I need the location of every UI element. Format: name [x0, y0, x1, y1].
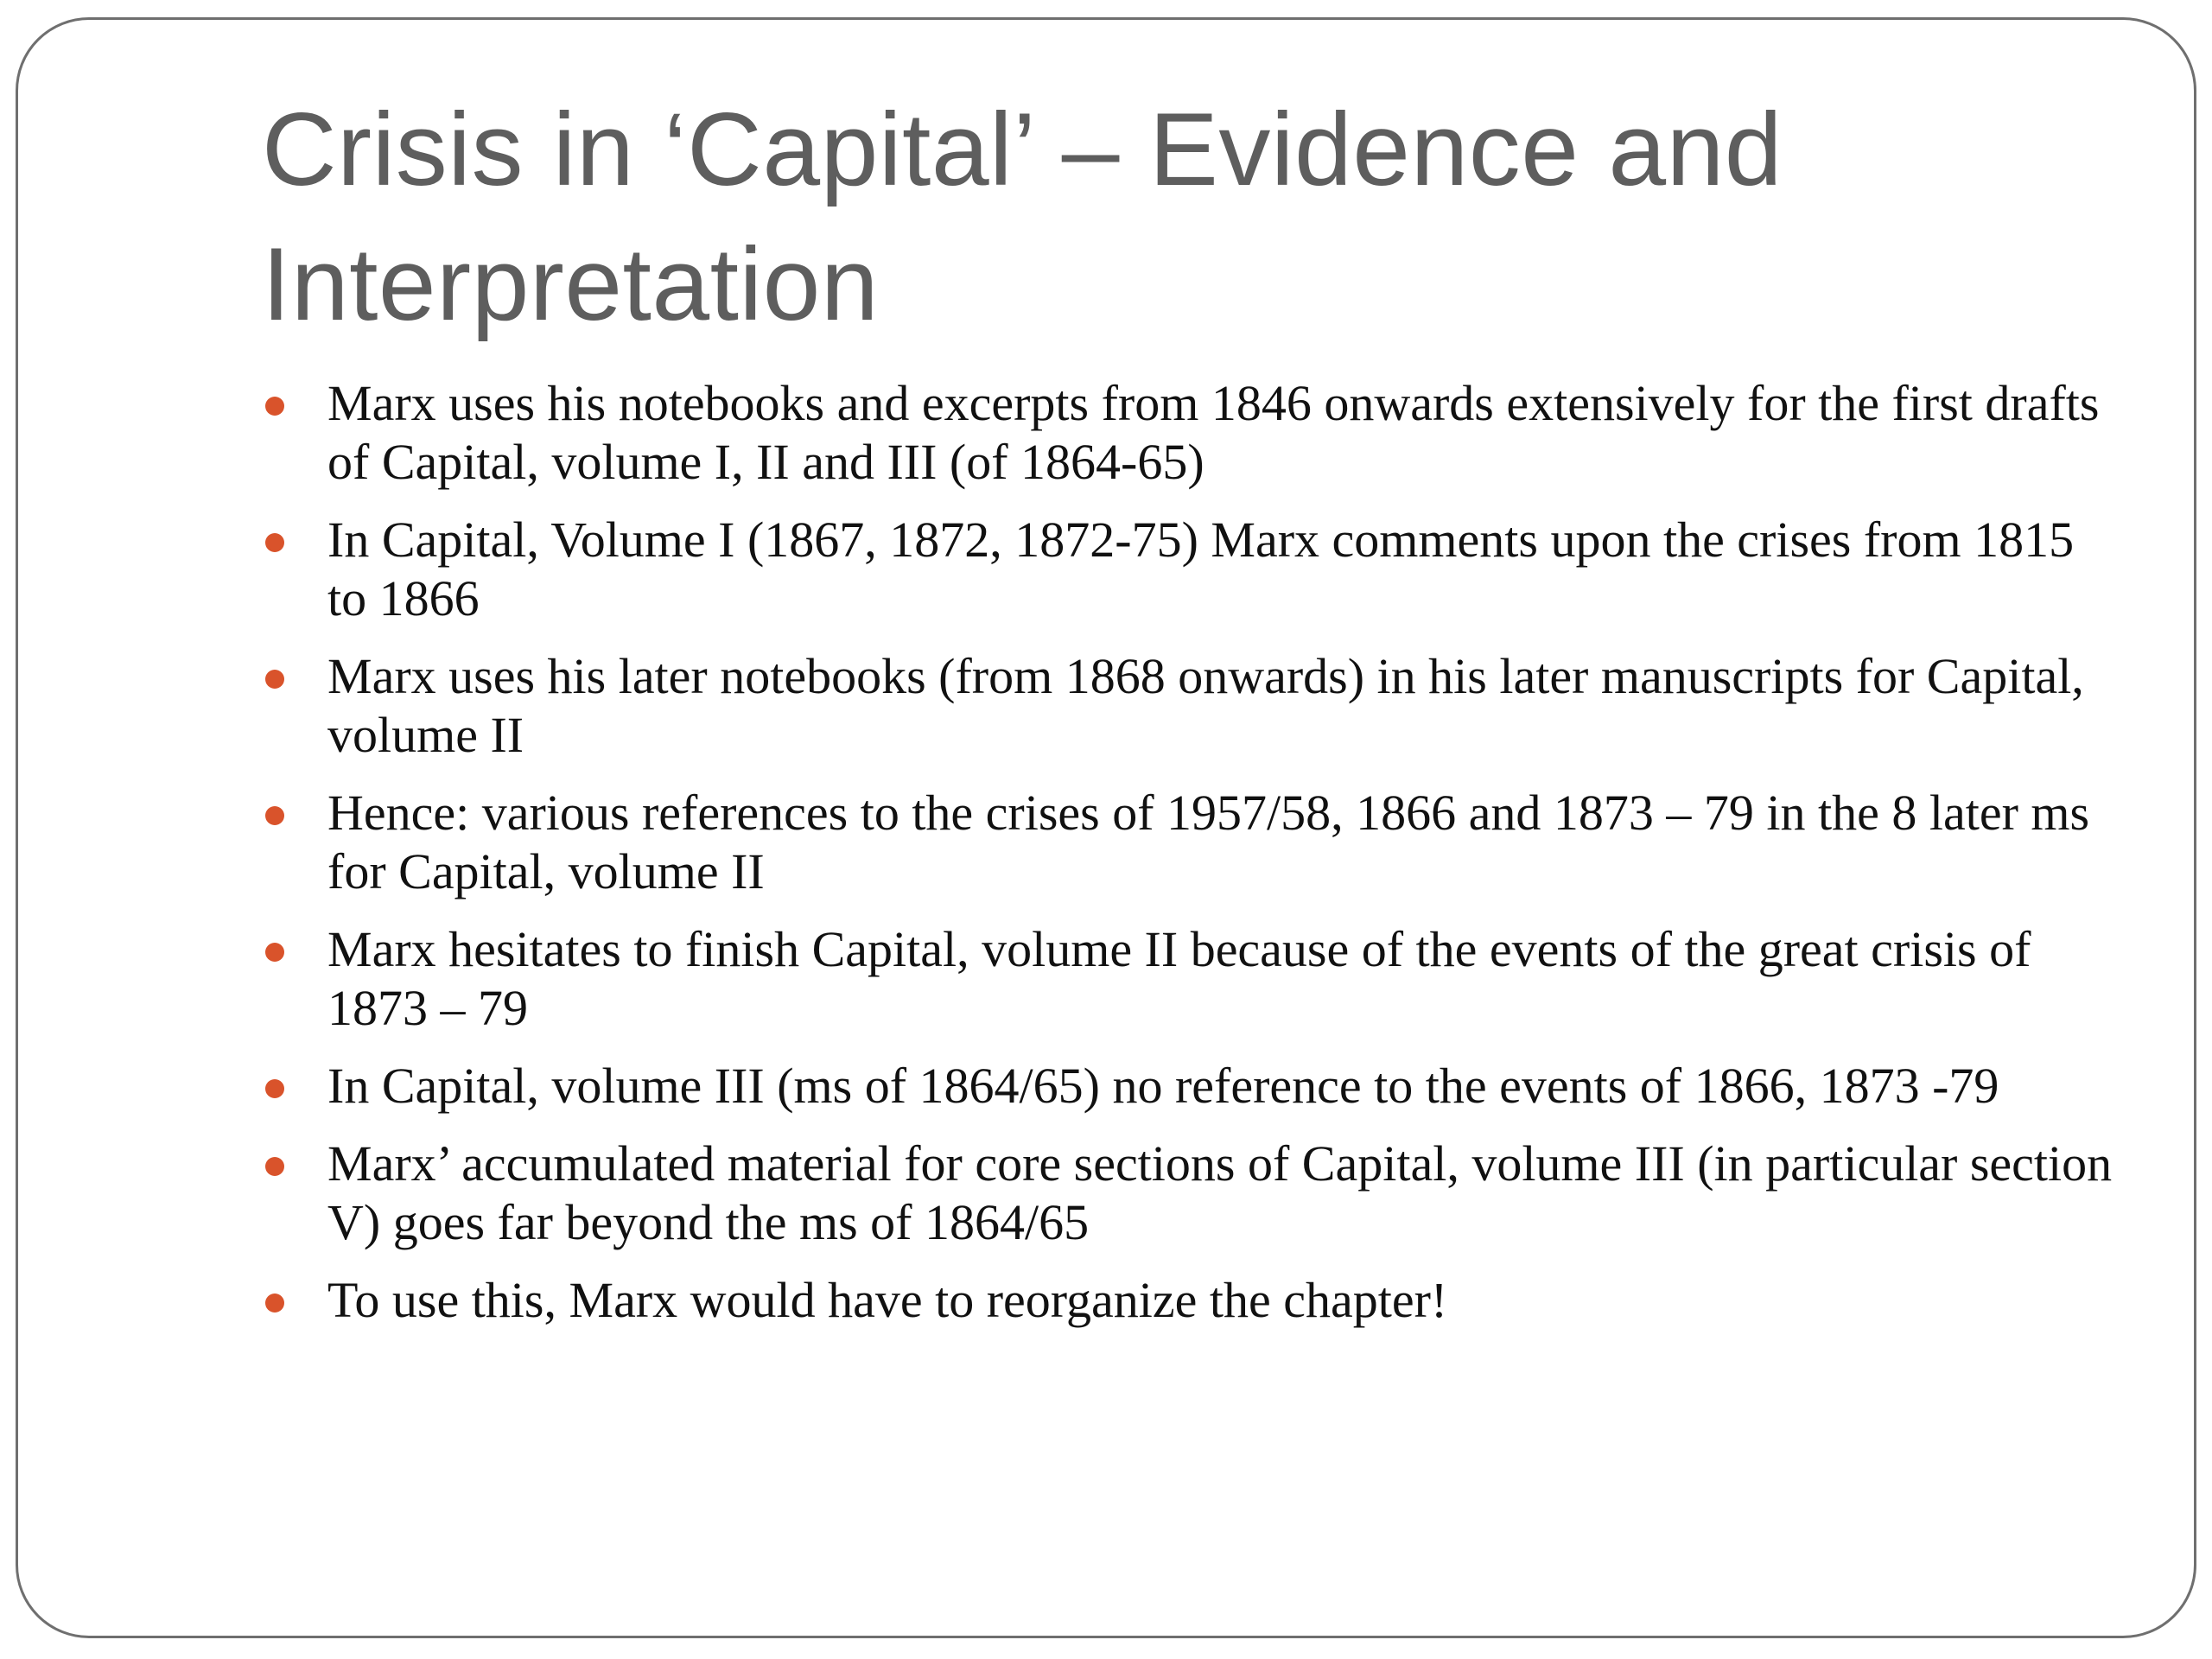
bullet-text: Marx hesitates to finish Capital, volume II because of the events of the great crisis of 1873 – 79	[327, 921, 2031, 1036]
bullet-dot-icon	[265, 1294, 284, 1313]
slide-frame	[16, 17, 2196, 1638]
list-item	[262, 647, 2120, 765]
bullet-text: Marx uses his notebooks and excerpts from 1846 onwards extensively for the first drafts of Capital, volume I, II and III (of 1864-65)	[327, 375, 2100, 490]
bullet-text: Marx’ accumulated material for core sections of Capital, volume III (in particular section V) goes far beyond the ms of 1864/65	[327, 1135, 2113, 1250]
bullet-text: In Capital, volume III (ms of 1864/65) no reference to the events of 1866, 1873 -79	[327, 1058, 1999, 1114]
list-item	[262, 374, 2120, 492]
bullet-dot-icon	[265, 1157, 284, 1176]
list-item	[262, 1135, 2120, 1252]
bullet-dot-icon	[265, 397, 284, 416]
list-item	[262, 920, 2120, 1038]
bullet-dot-icon	[265, 1079, 284, 1098]
list-item	[262, 511, 2120, 628]
bullet-dot-icon	[265, 943, 284, 962]
slide-title: Crisis in ‘Capital’ – Evidence and Interpretation	[262, 92, 1783, 342]
bullet-list	[262, 374, 2120, 1349]
list-item	[262, 784, 2120, 901]
bullet-text: Hence: various references to the crises of 1957/58, 1866 and 1873 – 79 in the 8 later ms for Capital, volume II	[327, 785, 2090, 899]
list-item	[262, 1057, 2120, 1116]
bullet-text: Marx uses his later notebooks (from 1868 onwards) in his later manuscripts for Capital, volume II	[327, 648, 2084, 763]
bullet-dot-icon	[265, 533, 284, 552]
bullet-dot-icon	[265, 806, 284, 825]
list-item	[262, 1271, 2120, 1330]
bullet-text: In Capital, Volume I (1867, 1872, 1872-75) Marx comments upon the crises from 1815 to 1866	[327, 512, 2075, 626]
bullet-text: To use this, Marx would have to reorganize the chapter!	[327, 1272, 1448, 1328]
bullet-dot-icon	[265, 670, 284, 689]
